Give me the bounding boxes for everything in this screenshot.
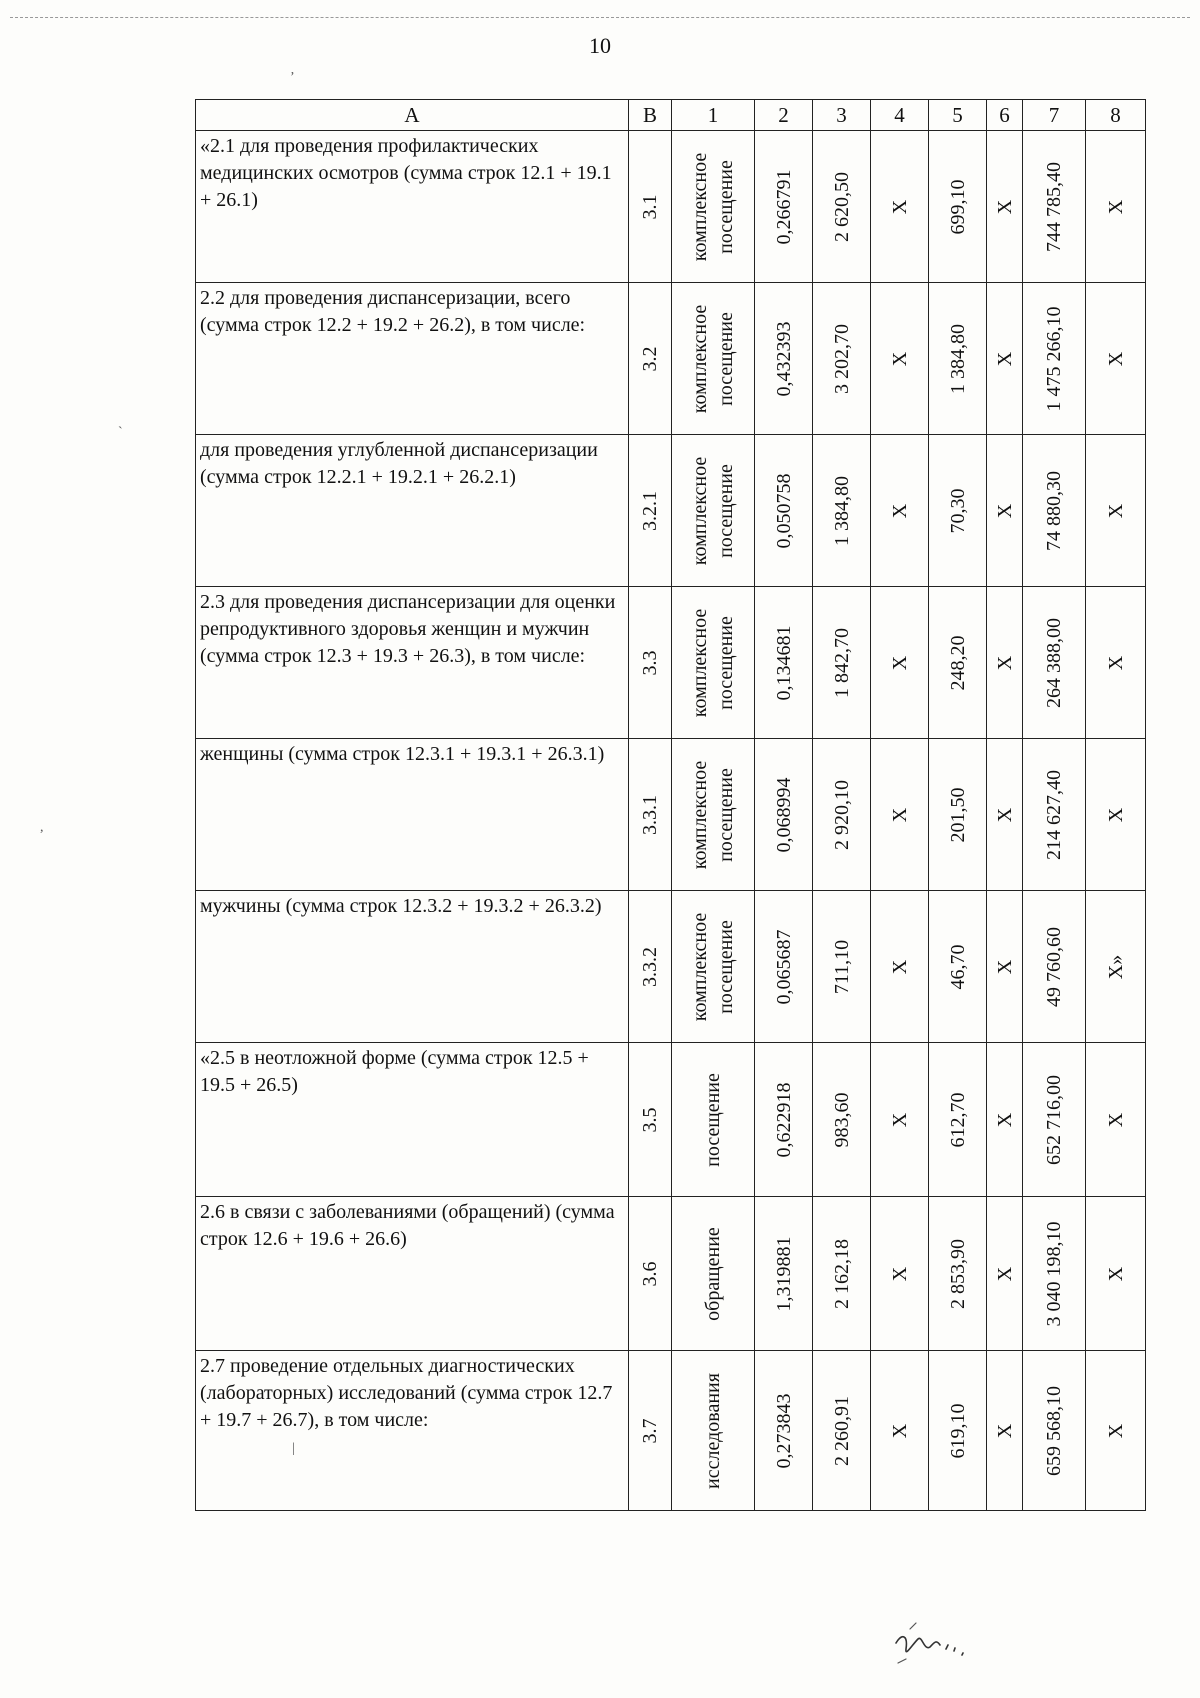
row-value-6: X — [987, 587, 1023, 739]
row-value-4: X — [871, 587, 929, 739]
row-code: 3.2 — [629, 283, 672, 435]
row-value-7: 744 785,40 — [1023, 131, 1086, 283]
row-value-7: 659 568,10 — [1023, 1351, 1086, 1511]
scan-speck: ’ — [290, 70, 295, 85]
row-name: 2.2 для проведения диспансеризации, всего (сумма строк 12.2 + 19.2 + 26.2), в том числе: — [196, 283, 629, 435]
row-name: 2.6 в связи с заболеваниями (обращений) (сумма строк 12.6 + 19.6 + 26.6) — [196, 1197, 629, 1351]
row-unit: комплексное посещение — [672, 587, 755, 739]
row-name: мужчины (сумма строк 12.3.2 + 19.3.2 + 26.3.2) — [196, 891, 629, 1043]
row-value-3: 983,60 — [813, 1043, 871, 1197]
column-header: 6 — [987, 100, 1023, 131]
scan-speck: , — [40, 820, 44, 835]
row-code: 3.7 — [629, 1351, 672, 1511]
row-value-8: X — [1086, 131, 1146, 283]
row-value-4: X — [871, 1043, 929, 1197]
row-value-2: 0,266791 — [755, 131, 813, 283]
row-name: «2.1 для проведения профилактических медицинских осмотров (сумма строк 12.1 + 19.1 + 26.1) — [196, 131, 629, 283]
row-code: 3.3.1 — [629, 739, 672, 891]
row-value-8: X — [1086, 283, 1146, 435]
column-header: A — [196, 100, 629, 131]
column-header: 2 — [755, 100, 813, 131]
table-row — [196, 131, 1146, 283]
row-value-4: X — [871, 131, 929, 283]
row-value-4: X — [871, 1351, 929, 1511]
row-value-3: 711,10 — [813, 891, 871, 1043]
row-value-5: 612,70 — [929, 1043, 987, 1197]
row-code: 3.2.1 — [629, 435, 672, 587]
row-value-7: 214 627,40 — [1023, 739, 1086, 891]
handwritten-initials — [888, 1605, 998, 1675]
row-value-2: 0,273843 — [755, 1351, 813, 1511]
tariff-table — [195, 99, 1146, 1511]
row-value-2: 0,622918 — [755, 1043, 813, 1197]
row-code: 3.3 — [629, 587, 672, 739]
row-value-5: 46,70 — [929, 891, 987, 1043]
row-value-5: 248,20 — [929, 587, 987, 739]
row-value-7: 74 880,30 — [1023, 435, 1086, 587]
row-value-6: X — [987, 891, 1023, 1043]
row-value-4: X — [871, 739, 929, 891]
row-value-2: 0,432393 — [755, 283, 813, 435]
row-unit: комплексное посещение — [672, 131, 755, 283]
row-value-7: 49 760,60 — [1023, 891, 1086, 1043]
row-unit: посещение — [672, 1043, 755, 1197]
table-row — [196, 435, 1146, 587]
scan-speck: ` — [118, 425, 123, 440]
row-value-6: X — [987, 435, 1023, 587]
table-row — [196, 283, 1146, 435]
row-value-3: 3 202,70 — [813, 283, 871, 435]
row-value-5: 619,10 — [929, 1351, 987, 1511]
row-value-2: 0,050758 — [755, 435, 813, 587]
column-header: 5 — [929, 100, 987, 131]
row-value-8: X» — [1086, 891, 1146, 1043]
row-value-5: 70,30 — [929, 435, 987, 587]
row-value-2: 0,134681 — [755, 587, 813, 739]
top-scan-rule — [10, 17, 1190, 18]
column-header: 8 — [1086, 100, 1146, 131]
row-value-7: 3 040 198,10 — [1023, 1197, 1086, 1351]
row-name: для проведения углубленной диспансеризации (сумма строк 12.2.1 + 19.2.1 + 26.2.1) — [196, 435, 629, 587]
row-value-7: 652 716,00 — [1023, 1043, 1086, 1197]
row-unit: комплексное посещение — [672, 739, 755, 891]
row-value-3: 2 620,50 — [813, 131, 871, 283]
column-header: 4 — [871, 100, 929, 131]
table-row — [196, 1351, 1146, 1511]
row-value-8: X — [1086, 587, 1146, 739]
column-header: B — [629, 100, 672, 131]
row-code: 3.6 — [629, 1197, 672, 1351]
row-value-5: 2 853,90 — [929, 1197, 987, 1351]
row-unit: комплексное посещение — [672, 435, 755, 587]
row-value-6: X — [987, 1043, 1023, 1197]
row-code: 3.5 — [629, 1043, 672, 1197]
row-value-3: 2 260,91 — [813, 1351, 871, 1511]
row-value-6: X — [987, 1351, 1023, 1511]
table-header-row — [196, 100, 1146, 131]
page-number: 10 — [589, 33, 611, 58]
table-row — [196, 1197, 1146, 1351]
row-value-4: X — [871, 435, 929, 587]
row-name: женщины (сумма строк 12.3.1 + 19.3.1 + 26.3.1) — [196, 739, 629, 891]
row-value-3: 1 842,70 — [813, 587, 871, 739]
table-row — [196, 587, 1146, 739]
row-value-6: X — [987, 131, 1023, 283]
column-header: 1 — [672, 100, 755, 131]
row-value-4: X — [871, 283, 929, 435]
row-unit: исследования — [672, 1351, 755, 1511]
row-name: «2.5 в неотложной форме (сумма строк 12.5 + 19.5 + 26.5) — [196, 1043, 629, 1197]
row-unit: комплексное посещение — [672, 283, 755, 435]
row-value-5: 201,50 — [929, 739, 987, 891]
row-value-7: 264 388,00 — [1023, 587, 1086, 739]
row-value-3: 2 162,18 — [813, 1197, 871, 1351]
row-code: 3.1 — [629, 131, 672, 283]
column-header: 7 — [1023, 100, 1086, 131]
scan-speck: | — [292, 1441, 295, 1456]
row-value-2: 0,068994 — [755, 739, 813, 891]
row-name: 2.3 для проведения диспансеризации для оценки репродуктивного здоровья женщин и мужчин (сумма строк 12.3 + 19.3 + 26.3), в том числе: — [196, 587, 629, 739]
row-value-2: 1,319881 — [755, 1197, 813, 1351]
row-value-8: X — [1086, 435, 1146, 587]
table-row — [196, 1043, 1146, 1197]
row-value-8: X — [1086, 1197, 1146, 1351]
row-value-8: X — [1086, 1043, 1146, 1197]
row-value-3: 1 384,80 — [813, 435, 871, 587]
row-value-4: X — [871, 1197, 929, 1351]
row-value-8: X — [1086, 1351, 1146, 1511]
row-value-4: X — [871, 891, 929, 1043]
row-value-6: X — [987, 1197, 1023, 1351]
table-row — [196, 739, 1146, 891]
row-code: 3.3.2 — [629, 891, 672, 1043]
row-value-7: 1 475 266,10 — [1023, 283, 1086, 435]
row-value-8: X — [1086, 739, 1146, 891]
row-value-6: X — [987, 283, 1023, 435]
column-header: 3 — [813, 100, 871, 131]
row-value-3: 2 920,10 — [813, 739, 871, 891]
row-value-5: 1 384,80 — [929, 283, 987, 435]
row-value-6: X — [987, 739, 1023, 891]
row-value-5: 699,10 — [929, 131, 987, 283]
row-name: 2.7 проведение отдельных диагностических (лабораторных) исследований (сумма строк 12.7 + 19.7 + 26.7), в том числе: — [196, 1351, 629, 1511]
row-unit: комплексное посещение — [672, 891, 755, 1043]
row-unit: обращение — [672, 1197, 755, 1351]
table-row — [196, 891, 1146, 1043]
row-value-2: 0,065687 — [755, 891, 813, 1043]
